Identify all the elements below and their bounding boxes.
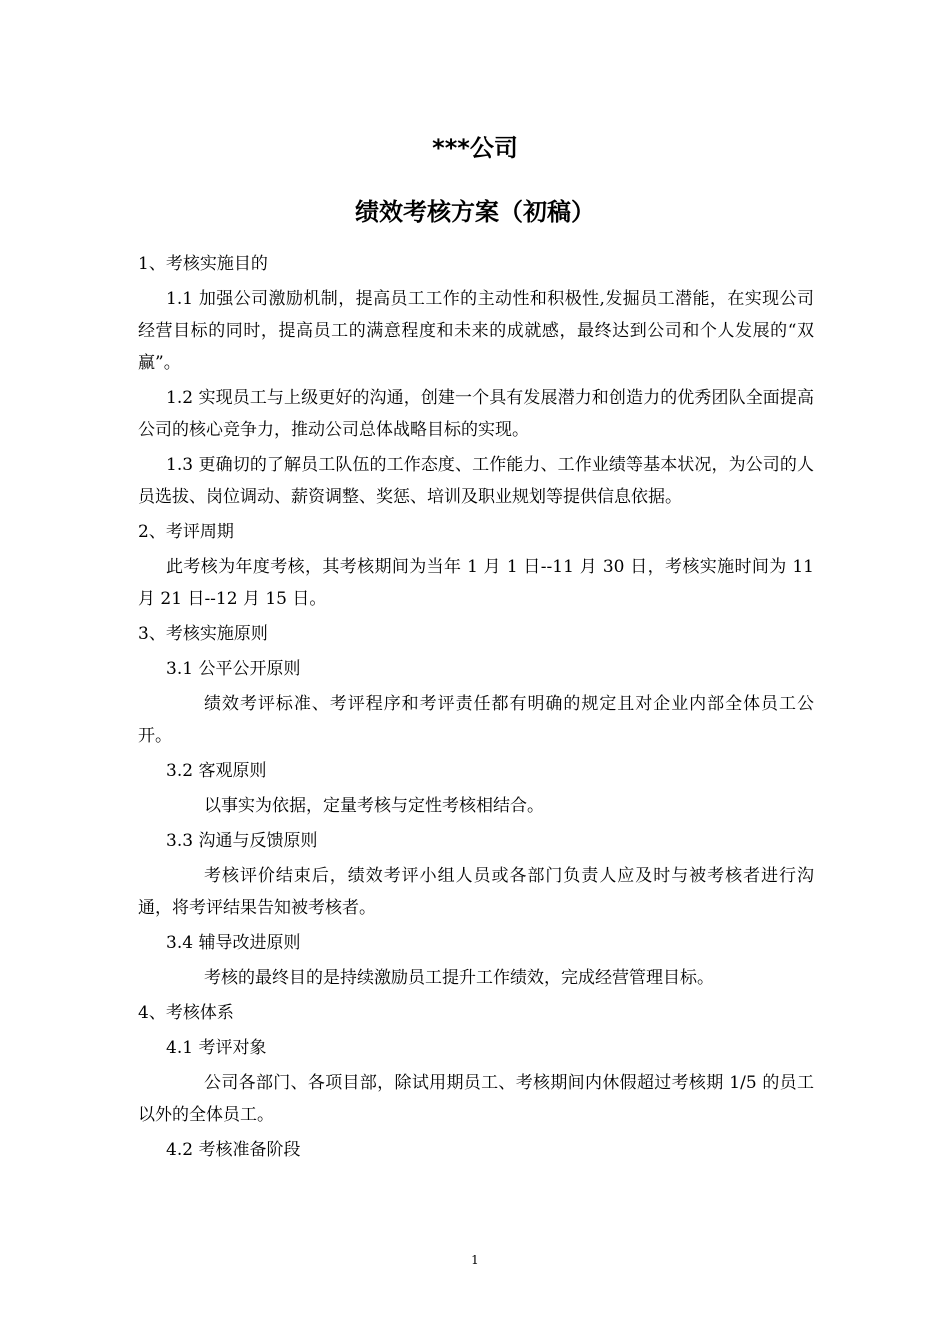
section-1-heading: 1、考核实施目的 <box>138 254 268 274</box>
section-3-4-title: 3.4 辅导改进原则 <box>166 933 301 953</box>
section-4-heading: 4、考核体系 <box>138 1003 234 1023</box>
document-body <box>138 248 814 1166</box>
section-3-heading: 3、考核实施原则 <box>138 624 268 644</box>
page-number: 1 <box>471 1253 479 1267</box>
paragraph-1-3: 1.3 更确切的了解员工队伍的工作态度、工作能力、工作业绩等基本状况，为公司的人员选拔、岗位调动、薪资调整、奖惩、培训及职业规划等提供信息依据。 <box>138 455 814 507</box>
section-3-1-body: 绩效考评标准、考评程序和考评责任都有明确的规定且对企业内部全体员工公开。 <box>138 694 814 746</box>
paragraph-1-2: 1.2 实现员工与上级更好的沟通，创建一个具有发展潜力和创造力的优秀团队全面提高公司的核心竞争力，推动公司总体战略目标的实现。 <box>138 388 814 440</box>
section-3-3-body: 考核评价结束后，绩效考评小组人员或各部门负责人应及时与被考核者进行沟通，将考评结果告知被考核者。 <box>138 866 814 918</box>
section-2-heading: 2、考评周期 <box>138 522 234 542</box>
paragraph-2-1: 此考核为年度考核，其考核期间为当年 1 月 1 日--11 月 30 日，考核实施时间为 11 月 21 日--12 月 15 日。 <box>138 557 814 609</box>
paragraph-1-1: 1.1 加强公司激励机制，提高员工工作的主动性和积极性,发掘员工潜能，在实现公司经营目标的同时，提高员工的满意程度和未来的成就感，最终达到公司和个人发展的“双赢”。 <box>138 289 814 373</box>
document-title: 绩效考核方案（初稿） <box>355 198 595 226</box>
section-3-2-body: 以事实为依据，定量考核与定性考核相结合。 <box>204 796 544 816</box>
section-3-3-title: 3.3 沟通与反馈原则 <box>166 831 318 851</box>
section-3-1-title: 3.1 公平公开原则 <box>166 659 301 679</box>
company-title: ***公司 <box>432 134 518 162</box>
section-4-1-title: 4.1 考评对象 <box>166 1038 267 1058</box>
section-4-2-title: 4.2 考核准备阶段 <box>166 1140 301 1160</box>
section-3-4-body: 考核的最终目的是持续激励员工提升工作绩效，完成经营管理目标。 <box>204 968 714 988</box>
section-4-1-body: 公司各部门、各项目部，除试用期员工、考核期间内休假超过考核期 1/5 的员工以外的全体员工。 <box>138 1073 814 1125</box>
section-3-2-title: 3.2 客观原则 <box>166 761 267 781</box>
